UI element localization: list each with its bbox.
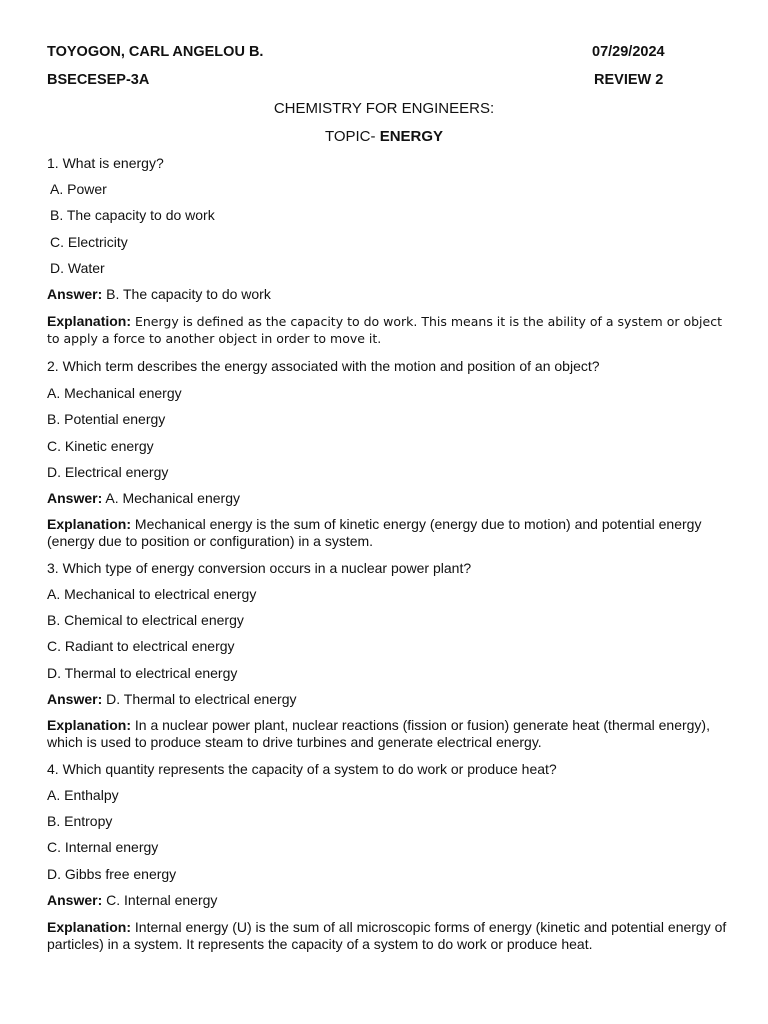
question-3-option-d: D. Thermal to electrical energy (47, 665, 238, 681)
question-2-option-a: A. Mechanical energy (47, 385, 182, 401)
topic-prefix: TOPIC- (324, 128, 380, 145)
answer-label: Answer: (47, 490, 103, 506)
answer-text: B. The capacity to do work (102, 286, 271, 302)
question-3-option-b: B. Chemical to electrical energy (47, 612, 244, 628)
question-1-option-d: D. Water (50, 260, 105, 276)
answer-text: C. Internal energy (102, 892, 218, 908)
question-4-answer (47, 892, 217, 908)
question-1-explanation (47, 313, 727, 347)
question-4-explanation (47, 919, 727, 953)
question-1-option-b: B. The capacity to do work (50, 207, 215, 223)
document-date: 07/29/2024 (592, 44, 665, 60)
explanation-label: Explanation: (47, 313, 132, 329)
question-3-answer (47, 691, 297, 707)
question-2-option-b: B. Potential energy (47, 411, 166, 427)
question-3-option-c: C. Radiant to electrical energy (47, 638, 235, 654)
review-label: REVIEW 2 (594, 72, 664, 88)
answer-text: A. Mechanical energy (102, 490, 240, 506)
question-2-option-c: C. Kinetic energy (47, 438, 154, 454)
question-2-option-d: D. Electrical energy (47, 464, 169, 480)
explanation-text: Internal energy (U) is the sum of all microscopic forms of energy (kinetic and potential energy of particles) in a system. It represents the capacity of a system to do work or produce heat. (47, 919, 727, 952)
topic-name: ENERGY (379, 128, 444, 145)
question-1-answer (47, 286, 271, 302)
explanation-label: Explanation: (47, 919, 132, 935)
question-1-text: 1. What is energy? (47, 155, 164, 171)
student-section: BSECESEP-3A (47, 72, 150, 88)
question-3-text: 3. Which type of energy conversion occurs in a nuclear power plant? (47, 560, 472, 576)
course-title: CHEMISTRY FOR ENGINEERS: (273, 100, 495, 117)
answer-label: Answer: (47, 691, 103, 707)
question-4-option-d: D. Gibbs free energy (47, 866, 177, 882)
question-2-answer (47, 490, 240, 506)
question-2-explanation (47, 516, 727, 550)
question-1-option-c: C. Electricity (50, 234, 128, 250)
answer-text: D. Thermal to electrical energy (102, 691, 297, 707)
explanation-text: Mechanical energy is the sum of kinetic energy (energy due to motion) and potential energy (energy due to position or configuration) in a system. (47, 516, 702, 549)
topic-line (0, 128, 768, 145)
question-4-option-b: B. Entropy (47, 813, 113, 829)
student-name: TOYOGON, CARL ANGELOU B. (47, 44, 264, 60)
question-4-text: 4. Which quantity represents the capacity of a system to do work or produce heat? (47, 761, 557, 777)
explanation-text: Energy is defined as the capacity to do work. This means it is the ability of a system or object to apply a force to another object in order to move it. (47, 314, 722, 346)
question-2-text: 2. Which term describes the energy associated with the motion and position of an object? (47, 358, 600, 374)
explanation-label: Explanation: (47, 516, 132, 532)
question-3-explanation (47, 717, 727, 751)
answer-label: Answer: (47, 286, 103, 302)
question-4-option-a: A. Enthalpy (47, 787, 119, 803)
explanation-text: In a nuclear power plant, nuclear reactions (fission or fusion) generate heat (thermal energy), which is used to produce steam to drive turbines and generate electrical energy. (47, 717, 710, 750)
explanation-label: Explanation: (47, 717, 132, 733)
question-4-option-c: C. Internal energy (47, 839, 159, 855)
question-1-option-a: A. Power (50, 181, 107, 197)
question-3-option-a: A. Mechanical to electrical energy (47, 586, 257, 602)
answer-label: Answer: (47, 892, 103, 908)
